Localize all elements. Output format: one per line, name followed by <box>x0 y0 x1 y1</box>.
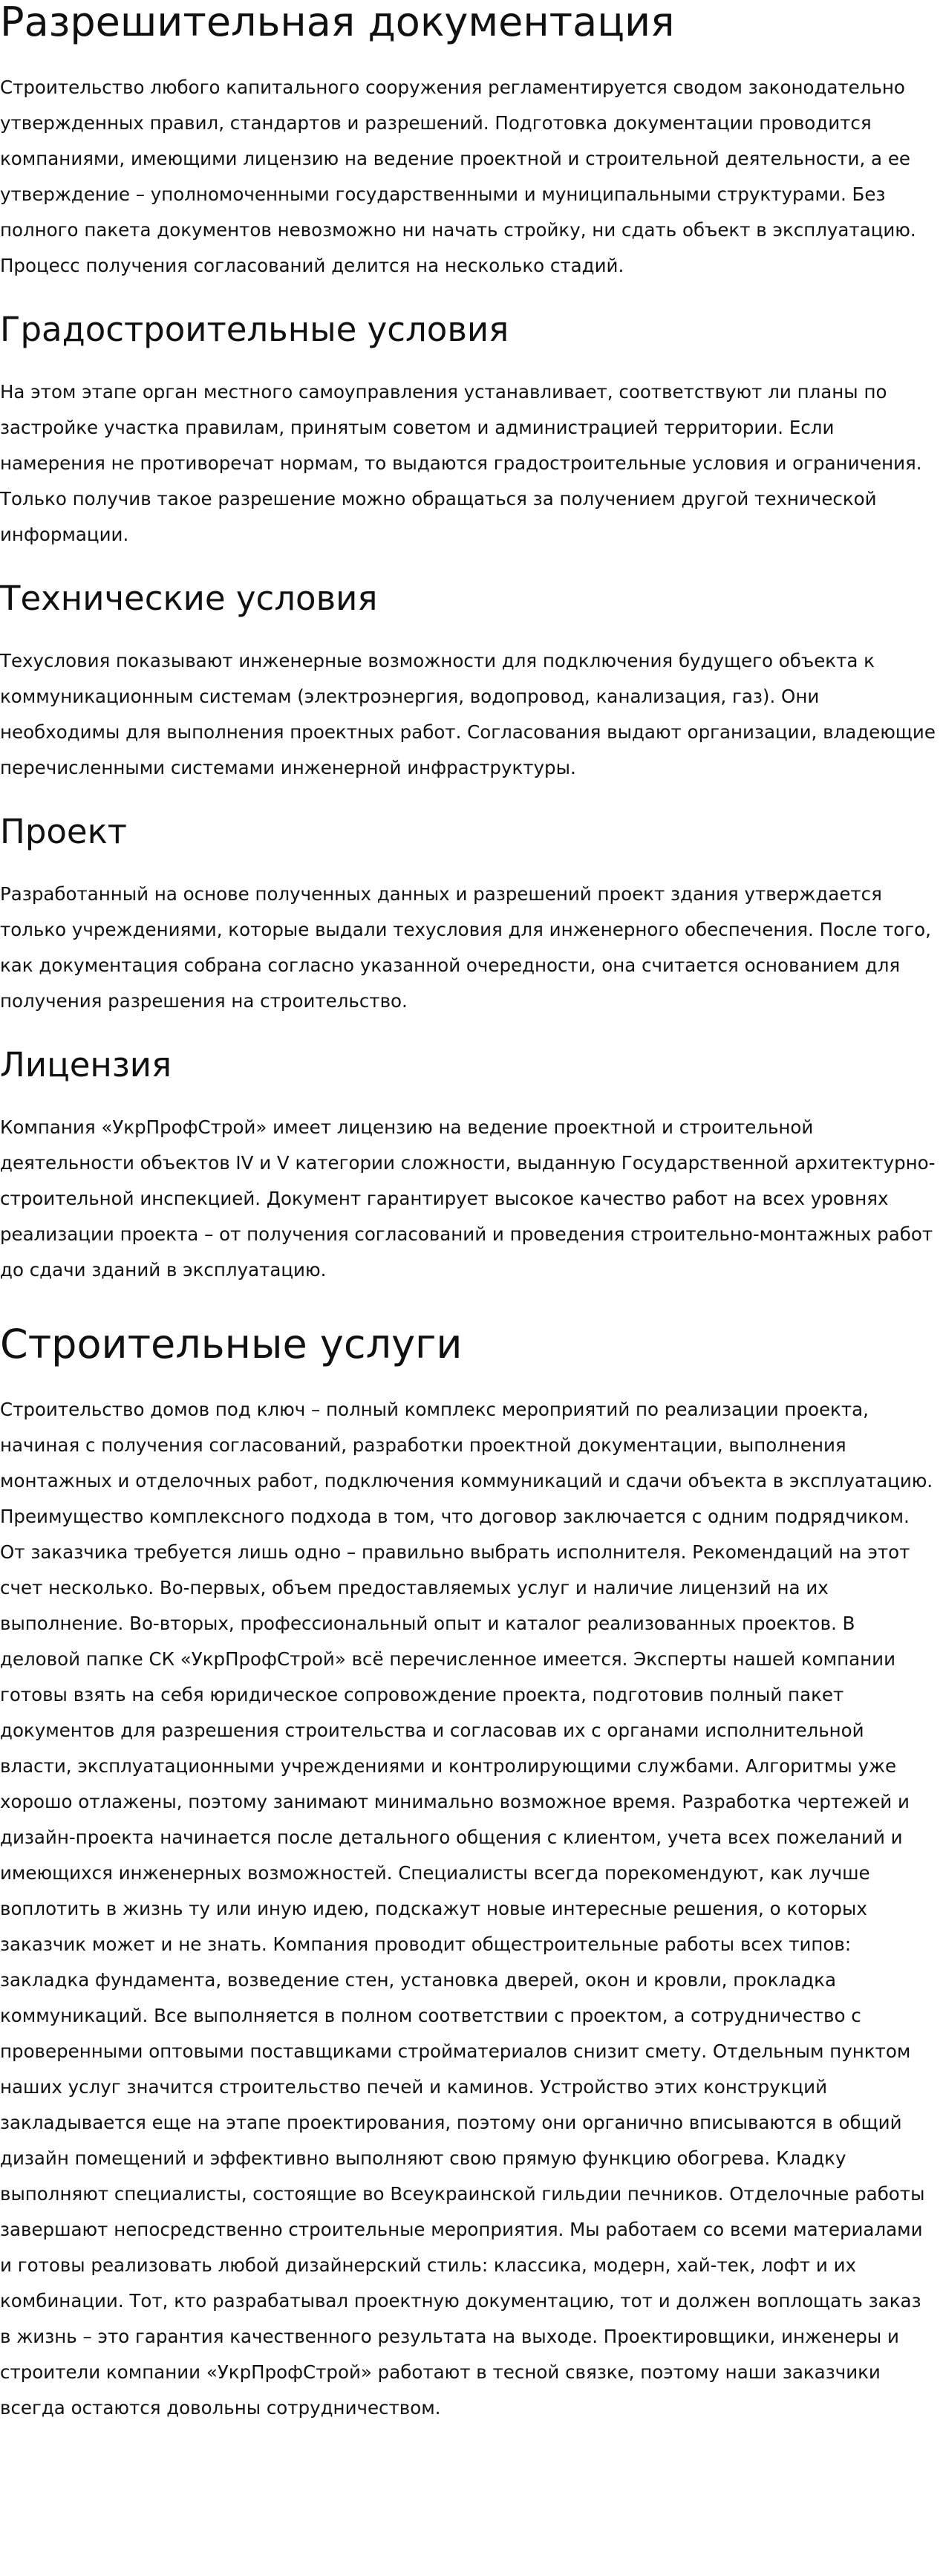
section-title-urban-conditions: Градостроительные условия <box>0 310 509 349</box>
services-paragraph: Строительство домов под ключ – полный комплекс мероприятий по реализации проекта, начиная с получения согласований, разработки проектной документации, выполнения монтажных и отделочных работ, подключения коммуникаций и сдачи объекта в эксплуатацию. Преимущество комплексного подхода в том, что договор заключается с одним подрядчиком. От заказчика требуется лишь одно – правильно выбрать исполнителя. Рекомендаций на этот счет несколько. Во-первых, объем предоставляемых услуг и наличие лицензий на их выполнение. Во-вторых, профессиональный опыт и каталог реализованных проектов. В деловой папке СК «УкрПрофСтрой» всё перечисленное имеется. Эксперты нашей компании готовы взять на себя юридическое сопровождение проекта, подготовив полный пакет документов для разрешения строительства и согласовав их с органами исполнительной власти, эксплуатационными учреждениями и контролирующими службами. Алгоритмы уже хорошо отлажены, поэтому занимают минимально возможное время. Разработка чертежей и дизайн-проекта начинается после детального общения с клиентом, учета всех пожеланий и имеющихся инженерных возможностей. Специалисты всегда порекомендуют, как лучше воплотить в жизнь ту или иную идею, подскажут новые интересные решения, о которых заказчик может и не знать. Компания проводит общестроительные работы всех типов: закладка фундамента, возведение стен, установка дверей, окон и кровли, прокладка коммуникаций. Все выполняется в полном соответствии с проектом, а сотрудничество с проверенными оптовыми поставщиками стройматериалов снизит смету. Отдельным пунктом наших услуг значится строительство печей и каминов. Устройство этих конструкций закладывается еще на этапе проектирования, поэтому они органично вписываются в общий дизайн помещений и эффективно выполняют свою прямую функцию обогрева. Кладку выполняют специалисты, состоящие во Всеукраинской гильдии печников. Отделочные работы завершают непосредственно строительные мероприятия. Мы работаем со всеми материалами и готовы реализовать любой дизайнерский стиль: классика, модерн, хай-тек, лофт и их комбинации. Тот, кто разрабатывал проектную документацию, тот и должен воплощать заказ в жизнь – это гарантия качественного результата на выходе. Проектировщики, инженеры и строители компании «УкрПрофСтрой» работают в тесной связке, поэтому наши заказчики всегда остаются довольны сотрудничеством. <box>0 1399 933 2419</box>
intro-paragraph: Строительство любого капитального сооружения регламентируется сводом законодательно утвержденных правил, стандартов и разрешений. Подготовка документации проводится компаниями, имеющими лицензию на ведение проектной и строительной деятельности, а ее утверждение – уполномоченными государственными и муниципальными структурами. Без полного пакета документов невозможно ни начать стройку, ни сдать объект в эксплуатацию. Процесс получения согласований делится на несколько стадий. <box>0 77 916 276</box>
services-title: Строительные услуги <box>0 1321 463 1367</box>
section-title-technical-conditions: Технические условия <box>0 579 378 618</box>
page-title: Разрешительная документация <box>0 0 675 45</box>
section-title-project: Проект <box>0 812 128 851</box>
section-text-license: Компания «УкрПрофСтрой» имеет лицензию на ведение проектной и строительной деятельности объектов IV и V категории сложности, выданную Государственной архитектурно-строительной инспекцией. Документ гарантирует высокое качество работ на всех уровнях реализации проекта – от получения согласований и проведения строительно-монтажных работ до сдачи зданий в эксплуатацию. <box>0 1116 936 1281</box>
section-text-project: Разработанный на основе полученных данных и разрешений проект здания утверждается только учреждениями, которые выдали техусловия для инженерного обеспечения. После того, как документация собрана согласно указанной очередности, она считается основанием для получения разрешения на строительство. <box>0 883 931 1012</box>
section-text-technical-conditions: Техусловия показывают инженерные возможности для подключения будущего объекта к коммуникационным системам (электроэнергия, водопровод, канализация, газ). Они необходимы для выполнения проектных работ. Согласования выдают организации, владеющие перечисленными системами инженерной инфраструктуры. <box>0 650 936 778</box>
section-title-license: Лицензия <box>0 1045 172 1084</box>
section-text-urban-conditions: На этом этапе орган местного самоуправления устанавливает, соответствуют ли планы по застройке участка правилам, принятым советом и администрацией территории. Если намерения не противоречат нормам, то выдаются градостроительные условия и ограничения. Только получив такое разрешение можно обращаться за получением другой технической информации. <box>0 381 922 545</box>
